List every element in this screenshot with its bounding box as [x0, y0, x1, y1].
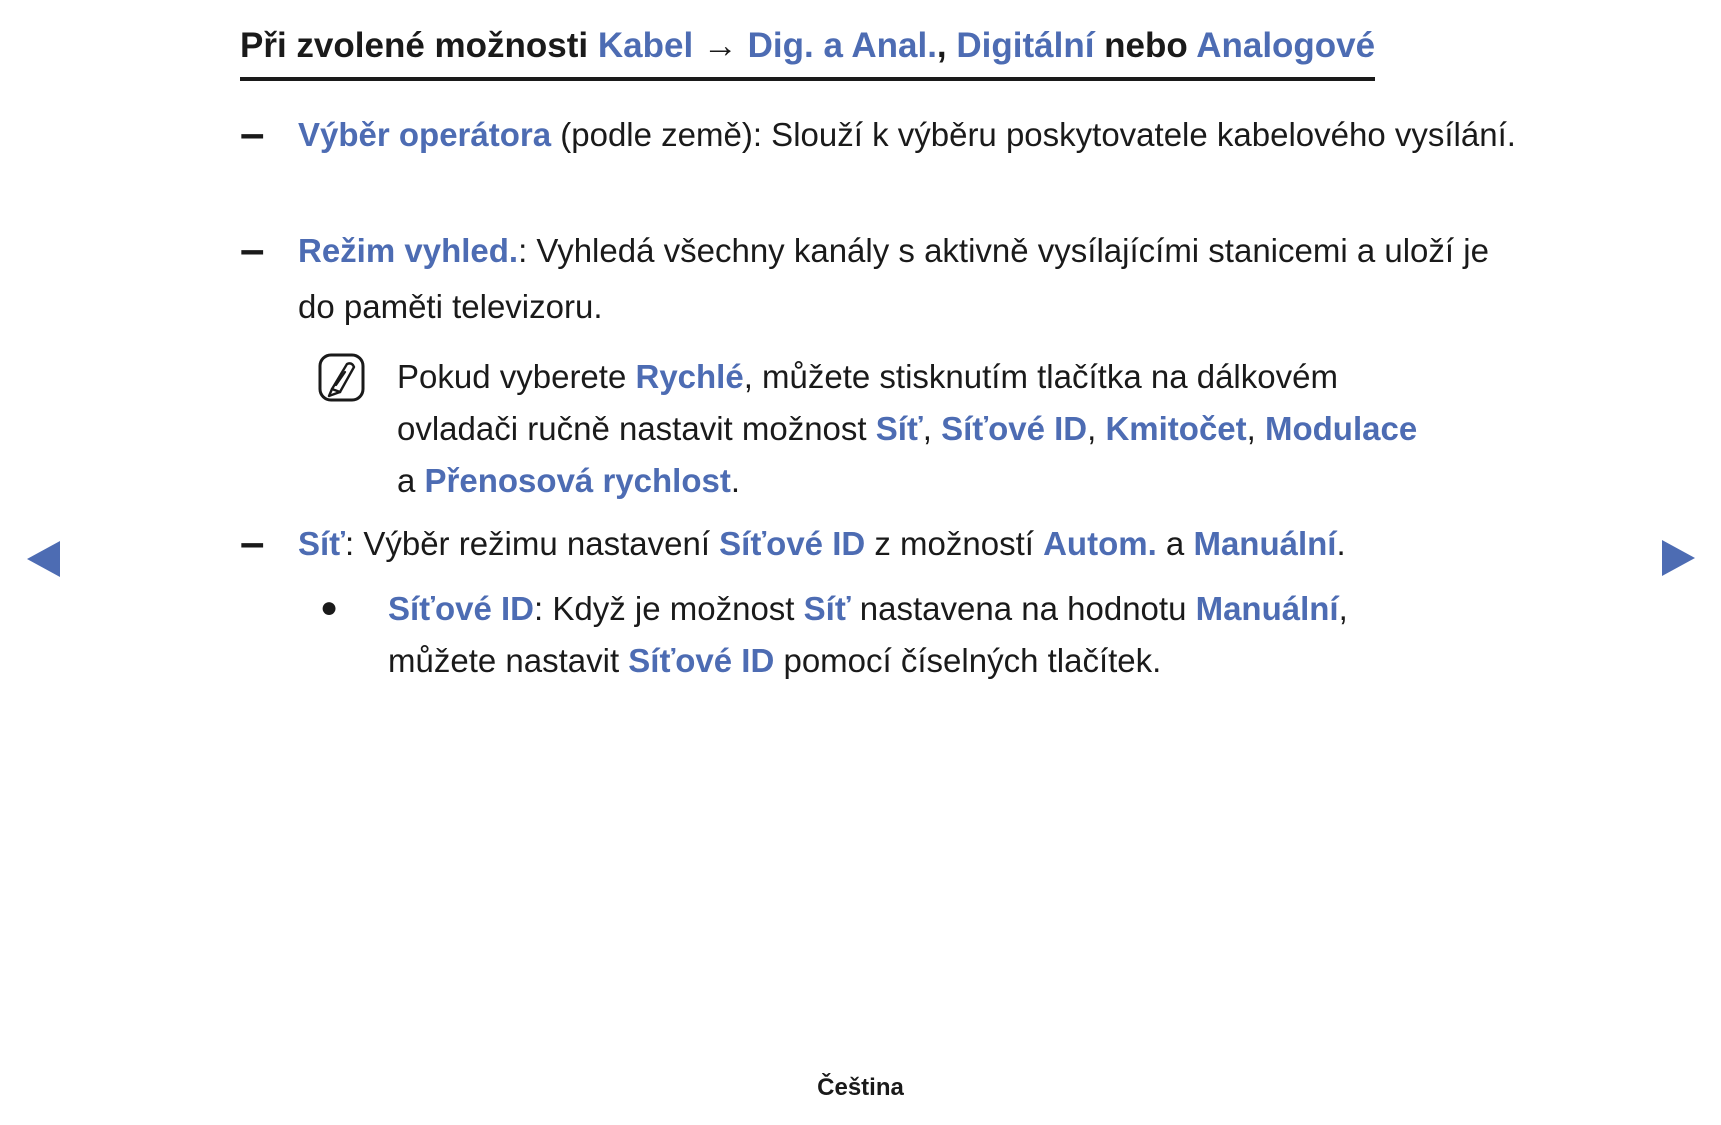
text-segment: pomocí číselných tlačítek. [774, 642, 1162, 679]
text-segment: nastavena na hodnotu [850, 590, 1196, 627]
text-segment: Síťové ID [628, 642, 775, 679]
text-segment: Síťové ID [719, 525, 866, 562]
list-item-text [298, 107, 1518, 163]
list-item-text [298, 223, 1518, 335]
arrow-right-icon [1662, 540, 1695, 576]
sub-list-item [320, 583, 1448, 687]
text-segment: Síťové ID [388, 590, 535, 627]
text-segment: , [1087, 410, 1106, 447]
text-segment: Výběr operátora [298, 116, 552, 153]
text-segment: Autom. [1043, 525, 1157, 562]
page-title [240, 24, 1375, 81]
text-segment: a [1156, 525, 1194, 562]
text-segment: , [922, 410, 942, 447]
note-pencil-icon [318, 353, 365, 402]
text-segment: : Vyhledá všechny kanály s aktivně vysílajícími stanicemi a uloží je do paměti televizoru. [298, 232, 1489, 325]
text-segment: Pokud vyberete [397, 358, 636, 395]
previous-page-button[interactable] [27, 541, 60, 577]
text-segment: Modulace [1265, 410, 1418, 447]
text-segment: Analogové [1196, 26, 1376, 65]
text-segment: z možností [865, 525, 1044, 562]
dash-marker: – [240, 109, 265, 158]
language-label: Čeština [817, 1074, 904, 1101]
text-segment: Síť [803, 590, 851, 627]
text-segment: , můžete stisknutím tlačítka na dálkovém ovladači ručně nastavit možnost [397, 358, 1338, 447]
text-segment: → [693, 26, 748, 65]
text-segment: Dig. a Anal. [747, 26, 937, 65]
note-text [397, 351, 1427, 507]
list-item [240, 516, 1518, 572]
text-segment: Při zvolené možnosti [240, 26, 598, 65]
list-item [240, 107, 1518, 163]
text-segment: Kabel [597, 26, 694, 65]
dash-marker: – [240, 518, 265, 567]
text-segment: Digitální [956, 26, 1095, 65]
next-page-button[interactable] [1662, 540, 1695, 576]
text-segment: Manuální [1193, 525, 1337, 562]
text-segment: (podle země): Slouží k výběru poskytovatele kabelového vysílání. [551, 116, 1516, 153]
arrow-left-icon [27, 541, 60, 577]
text-segment: , [1246, 410, 1265, 447]
text-segment: a [397, 462, 425, 499]
text-segment: nebo [1094, 26, 1197, 65]
text-segment: Přenosová rychlost [424, 462, 731, 499]
text-segment: , [936, 26, 957, 65]
text-segment: . [730, 462, 740, 499]
bullet-marker: ● [320, 591, 339, 624]
list-item-text [298, 516, 1518, 572]
sub-list-item-text [388, 583, 1448, 687]
note-block [318, 351, 1427, 507]
text-segment: Síť [298, 525, 345, 562]
text-segment: Manuální [1195, 590, 1339, 627]
text-segment: Síť [875, 410, 923, 447]
text-segment: . [1336, 525, 1346, 562]
list-item [240, 223, 1518, 335]
text-segment: Rychlé [635, 358, 744, 395]
text-segment: Režim vyhled. [298, 232, 519, 269]
text-segment: Síťové ID [941, 410, 1088, 447]
text-segment: , můžete nastavit [388, 590, 1348, 679]
dash-marker: – [240, 225, 265, 274]
text-segment: : Když je možnost [534, 590, 804, 627]
text-segment: Kmitočet [1105, 410, 1247, 447]
text-segment: : Výběr režimu nastavení [345, 525, 720, 562]
